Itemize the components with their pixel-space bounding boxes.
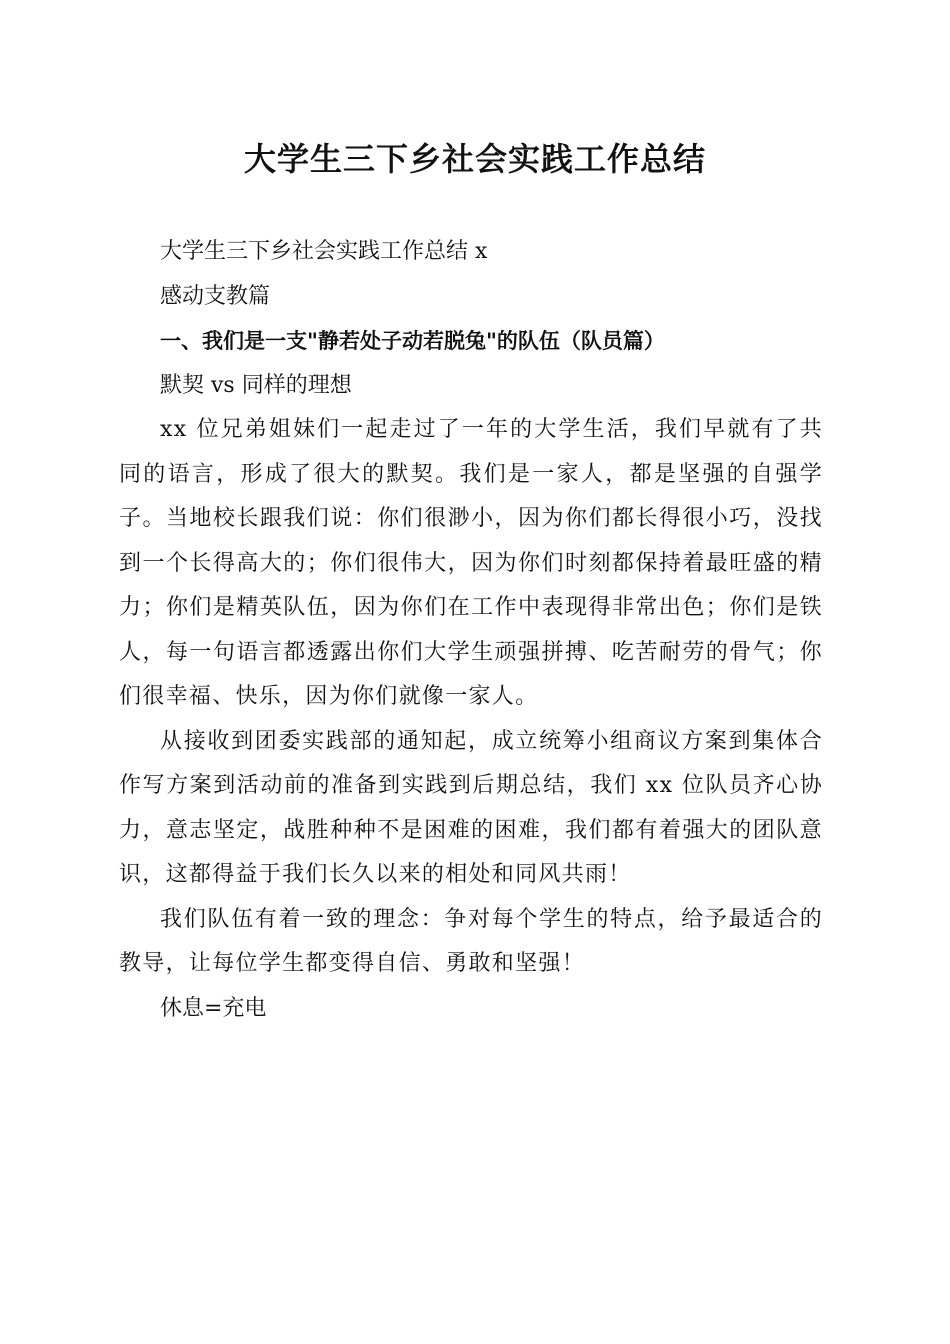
subheading-tacit-understanding: 默契 vs 同样的理想 [160,372,352,398]
paragraph-team-family: xx 位兄弟姐妹们一起走过了一年的大学生活，我们早就有了共同的语言，形成了很大的默契。我们是一家人，都是坚强的自强学子。当地校长跟我们说：你们很渺小，因为你们都长得很小巧，没找到一个长得高大的；你们很伟大，因为你们时刻都保持着最旺盛的精力；你们是精英队伍，因为你们在工作中表现得非常出色；你们是铁人，每一句语言都透露出你们大学生顽强拼搏、吃苦耐劳的骨气；你们很幸福、快乐，因为你们就像一家人。 [119,417,823,709]
paragraph-philosophy: 我们队伍有着一致的理念：争对每个学生的特点，给予最适合的教导，让每位学生都变得自信、勇敢和坚强！ [119,906,823,976]
document-subtitle: 大学生三下乡社会实践工作总结 x [160,239,488,264]
document-title: 大学生三下乡社会实践工作总结 [243,140,706,178]
subheading-rest: 休息=充电 [160,995,267,1021]
section-label: 感动支教篇 [160,283,271,309]
document-body [119,230,823,1031]
section-heading: 一、我们是一支"静若处子动若脱兔"的队伍（队员篇） [160,329,665,353]
paragraph-teamwork: 从接收到团委实践部的通知起，成立统筹小组商议方案到集体合作写方案到活动前的准备到实践到后期总结，我们 xx 位队员齐心协力，意志坚定，战胜种种不是困难的困难，我们都有着强大的团队意识，这都得益于我们长久以来的相处和同风共雨！ [119,728,823,887]
